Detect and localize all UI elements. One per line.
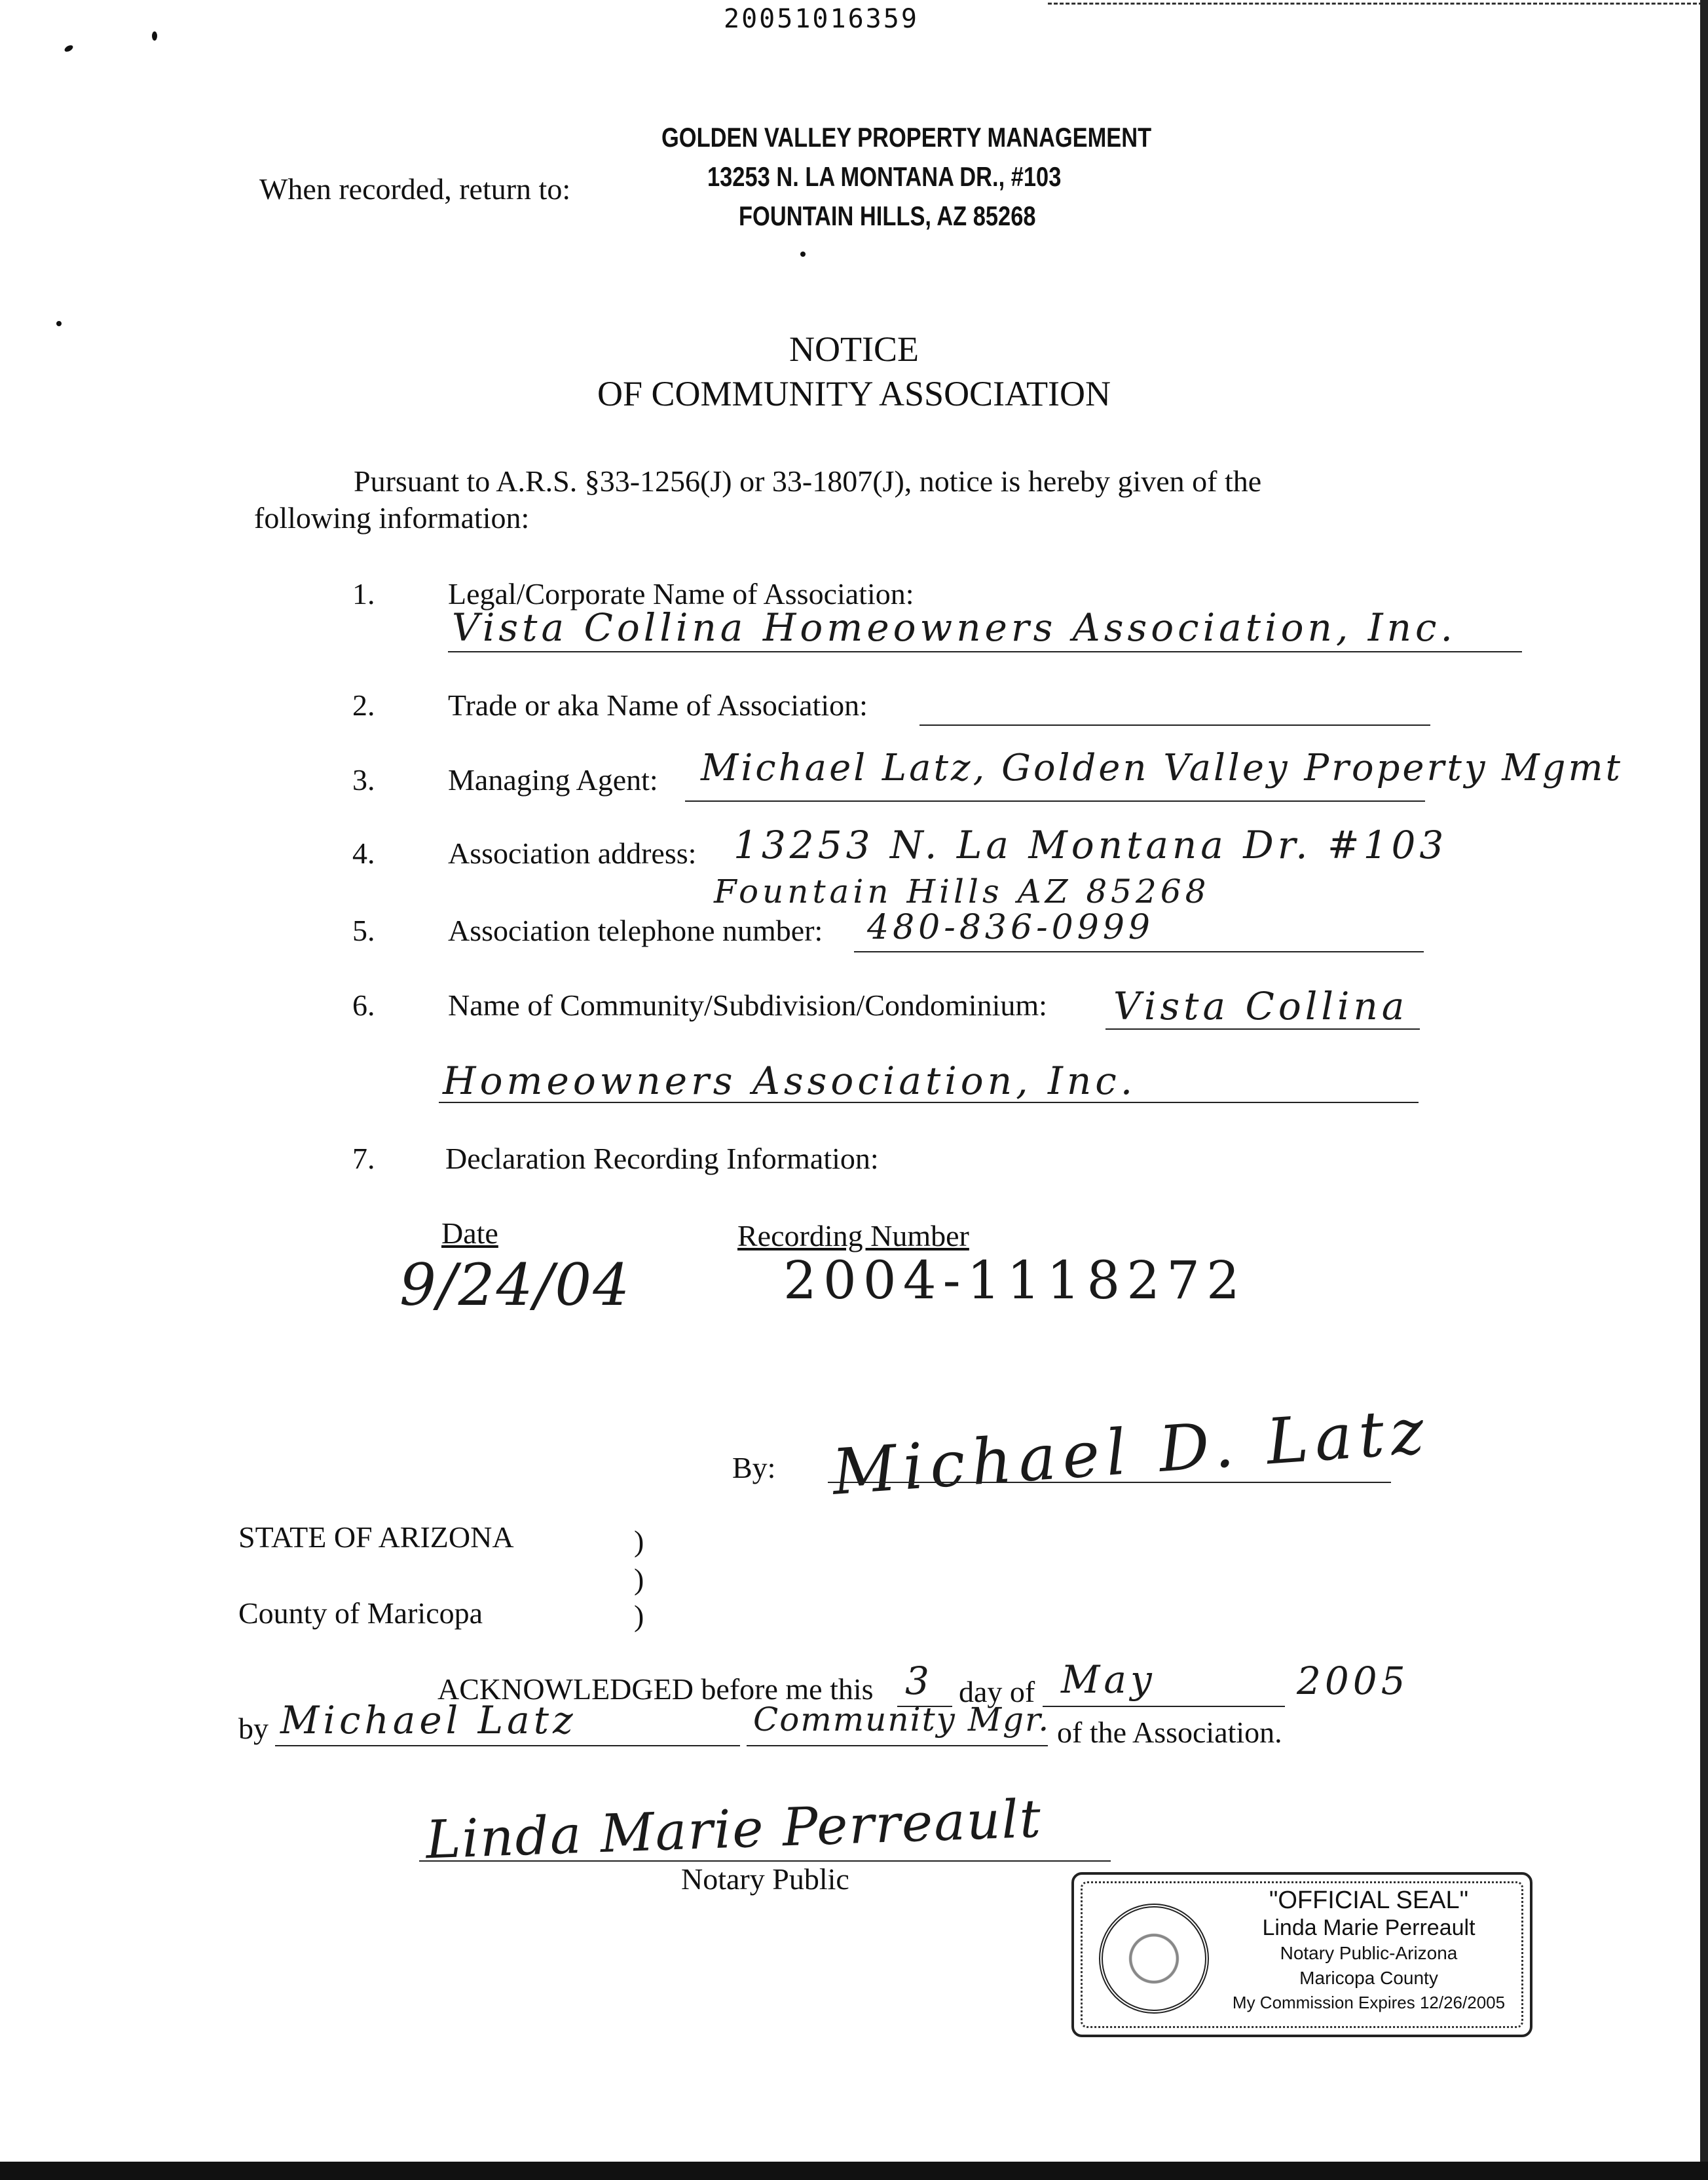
recording-number-value: 2004-1118272	[783, 1250, 1246, 1311]
ack-day-of: day of	[959, 1675, 1035, 1708]
item-label: Association telephone number:	[448, 914, 823, 947]
seal-line: Notary Public-Arizona	[1280, 1943, 1458, 1963]
intro-text: following information:	[254, 501, 530, 535]
of-association: of the Association.	[1057, 1716, 1282, 1749]
recording-number-label: Recording Number	[737, 1219, 969, 1252]
return-address-line: 13253 N. LA MONTANA DR., #103	[707, 161, 1062, 192]
scan-right-edge	[1700, 0, 1708, 2180]
item-label: Declaration Recording Information:	[445, 1142, 879, 1175]
ack-prefix: ACKNOWLEDGED before me this	[437, 1672, 874, 1706]
ack-by-name: Michael Latz	[280, 1698, 577, 1742]
return-label: When recorded, return to:	[259, 172, 571, 206]
arizona-seal-icon	[1099, 1904, 1209, 2014]
bracket: )	[634, 1599, 644, 1632]
item-number: 1.	[352, 577, 375, 611]
item-label: Name of Community/Subdivision/Condominium:	[448, 988, 1047, 1022]
return-address-line: GOLDEN VALLEY PROPERTY MANAGEMENT	[661, 122, 1152, 153]
recording-date-label: Date	[441, 1216, 498, 1250]
item-label: Legal/Corporate Name of Association:	[448, 577, 914, 611]
top-dashed-line	[1048, 3, 1703, 5]
recording-date-value: 9/24/04	[399, 1251, 631, 1319]
signer-signature: Michael D. Latz	[830, 1394, 1433, 1509]
notary-public-label: Notary Public	[681, 1862, 849, 1896]
item-number: 5.	[352, 914, 375, 947]
county-label: County of Maricopa	[238, 1596, 483, 1630]
seal-line: Linda Marie Perreault	[1262, 1915, 1476, 1940]
fill-line	[747, 1745, 1048, 1746]
scan-speck	[800, 252, 806, 257]
association-telephone-value: 480-836-0999	[867, 908, 1154, 947]
fill-line	[1105, 1028, 1420, 1030]
scan-speck	[56, 321, 62, 326]
scan-bottom-edge	[0, 2162, 1708, 2180]
item-label: Association address:	[448, 836, 697, 870]
scan-speck	[152, 31, 157, 41]
scan-speck	[64, 44, 74, 53]
ack-year: 2005	[1297, 1659, 1409, 1703]
by-label: by	[238, 1712, 269, 1745]
community-name-value: Vista Collina	[1113, 984, 1409, 1028]
notice-title: NOTICE	[789, 329, 919, 369]
signature-line	[828, 1482, 1391, 1483]
fill-line	[275, 1745, 740, 1746]
fill-line	[919, 724, 1430, 726]
ack-by-title: Community Mgr.	[753, 1701, 1050, 1738]
signature-by-label: By:	[732, 1451, 776, 1484]
item-number: 6.	[352, 988, 375, 1022]
official-seal-stamp	[1071, 1872, 1532, 2037]
item-number: 7.	[352, 1142, 375, 1175]
bracket: )	[634, 1562, 644, 1596]
item-label: Managing Agent:	[448, 763, 658, 797]
fill-line	[439, 1102, 1419, 1103]
seal-line: Maricopa County	[1299, 1968, 1438, 1988]
managing-agent-value: Michael Latz, Golden Valley Property Mgmt	[701, 747, 1624, 789]
intro-text: Pursuant to A.R.S. §33-1256(J) or 33-1807(J), notice is hereby given of the	[354, 464, 1262, 498]
seal-line: My Commission Expires 12/26/2005	[1232, 1993, 1506, 2012]
bracket: )	[634, 1524, 644, 1558]
item-number: 2.	[352, 688, 375, 722]
ack-day: 3	[905, 1659, 933, 1703]
item-number: 4.	[352, 836, 375, 870]
community-name-value-2: Homeowners Association, Inc.	[443, 1059, 1137, 1103]
fill-line	[854, 951, 1424, 952]
item-number: 3.	[352, 763, 375, 797]
association-address-value-2: Fountain Hills AZ 85268	[714, 873, 1210, 911]
seal-line: "OFFICIAL SEAL"	[1269, 1887, 1469, 1914]
association-address-value: 13253 N. La Montana Dr. #103	[733, 823, 1448, 867]
item-label: Trade or aka Name of Association:	[448, 688, 868, 722]
return-address-line: FOUNTAIN HILLS, AZ 85268	[739, 200, 1036, 231]
notary-signature: Linda Marie Perreault	[424, 1788, 1043, 1871]
fill-line	[685, 800, 1425, 802]
ack-month: May	[1061, 1657, 1156, 1702]
state-label: STATE OF ARIZONA	[238, 1520, 514, 1554]
document-number: 20051016359	[724, 4, 919, 34]
fill-line	[1043, 1706, 1285, 1707]
fill-line	[448, 651, 1522, 652]
notice-subtitle: OF COMMUNITY ASSOCIATION	[597, 374, 1111, 413]
association-legal-name: Vista Collina Homeowners Association, Inc.	[452, 605, 1457, 650]
